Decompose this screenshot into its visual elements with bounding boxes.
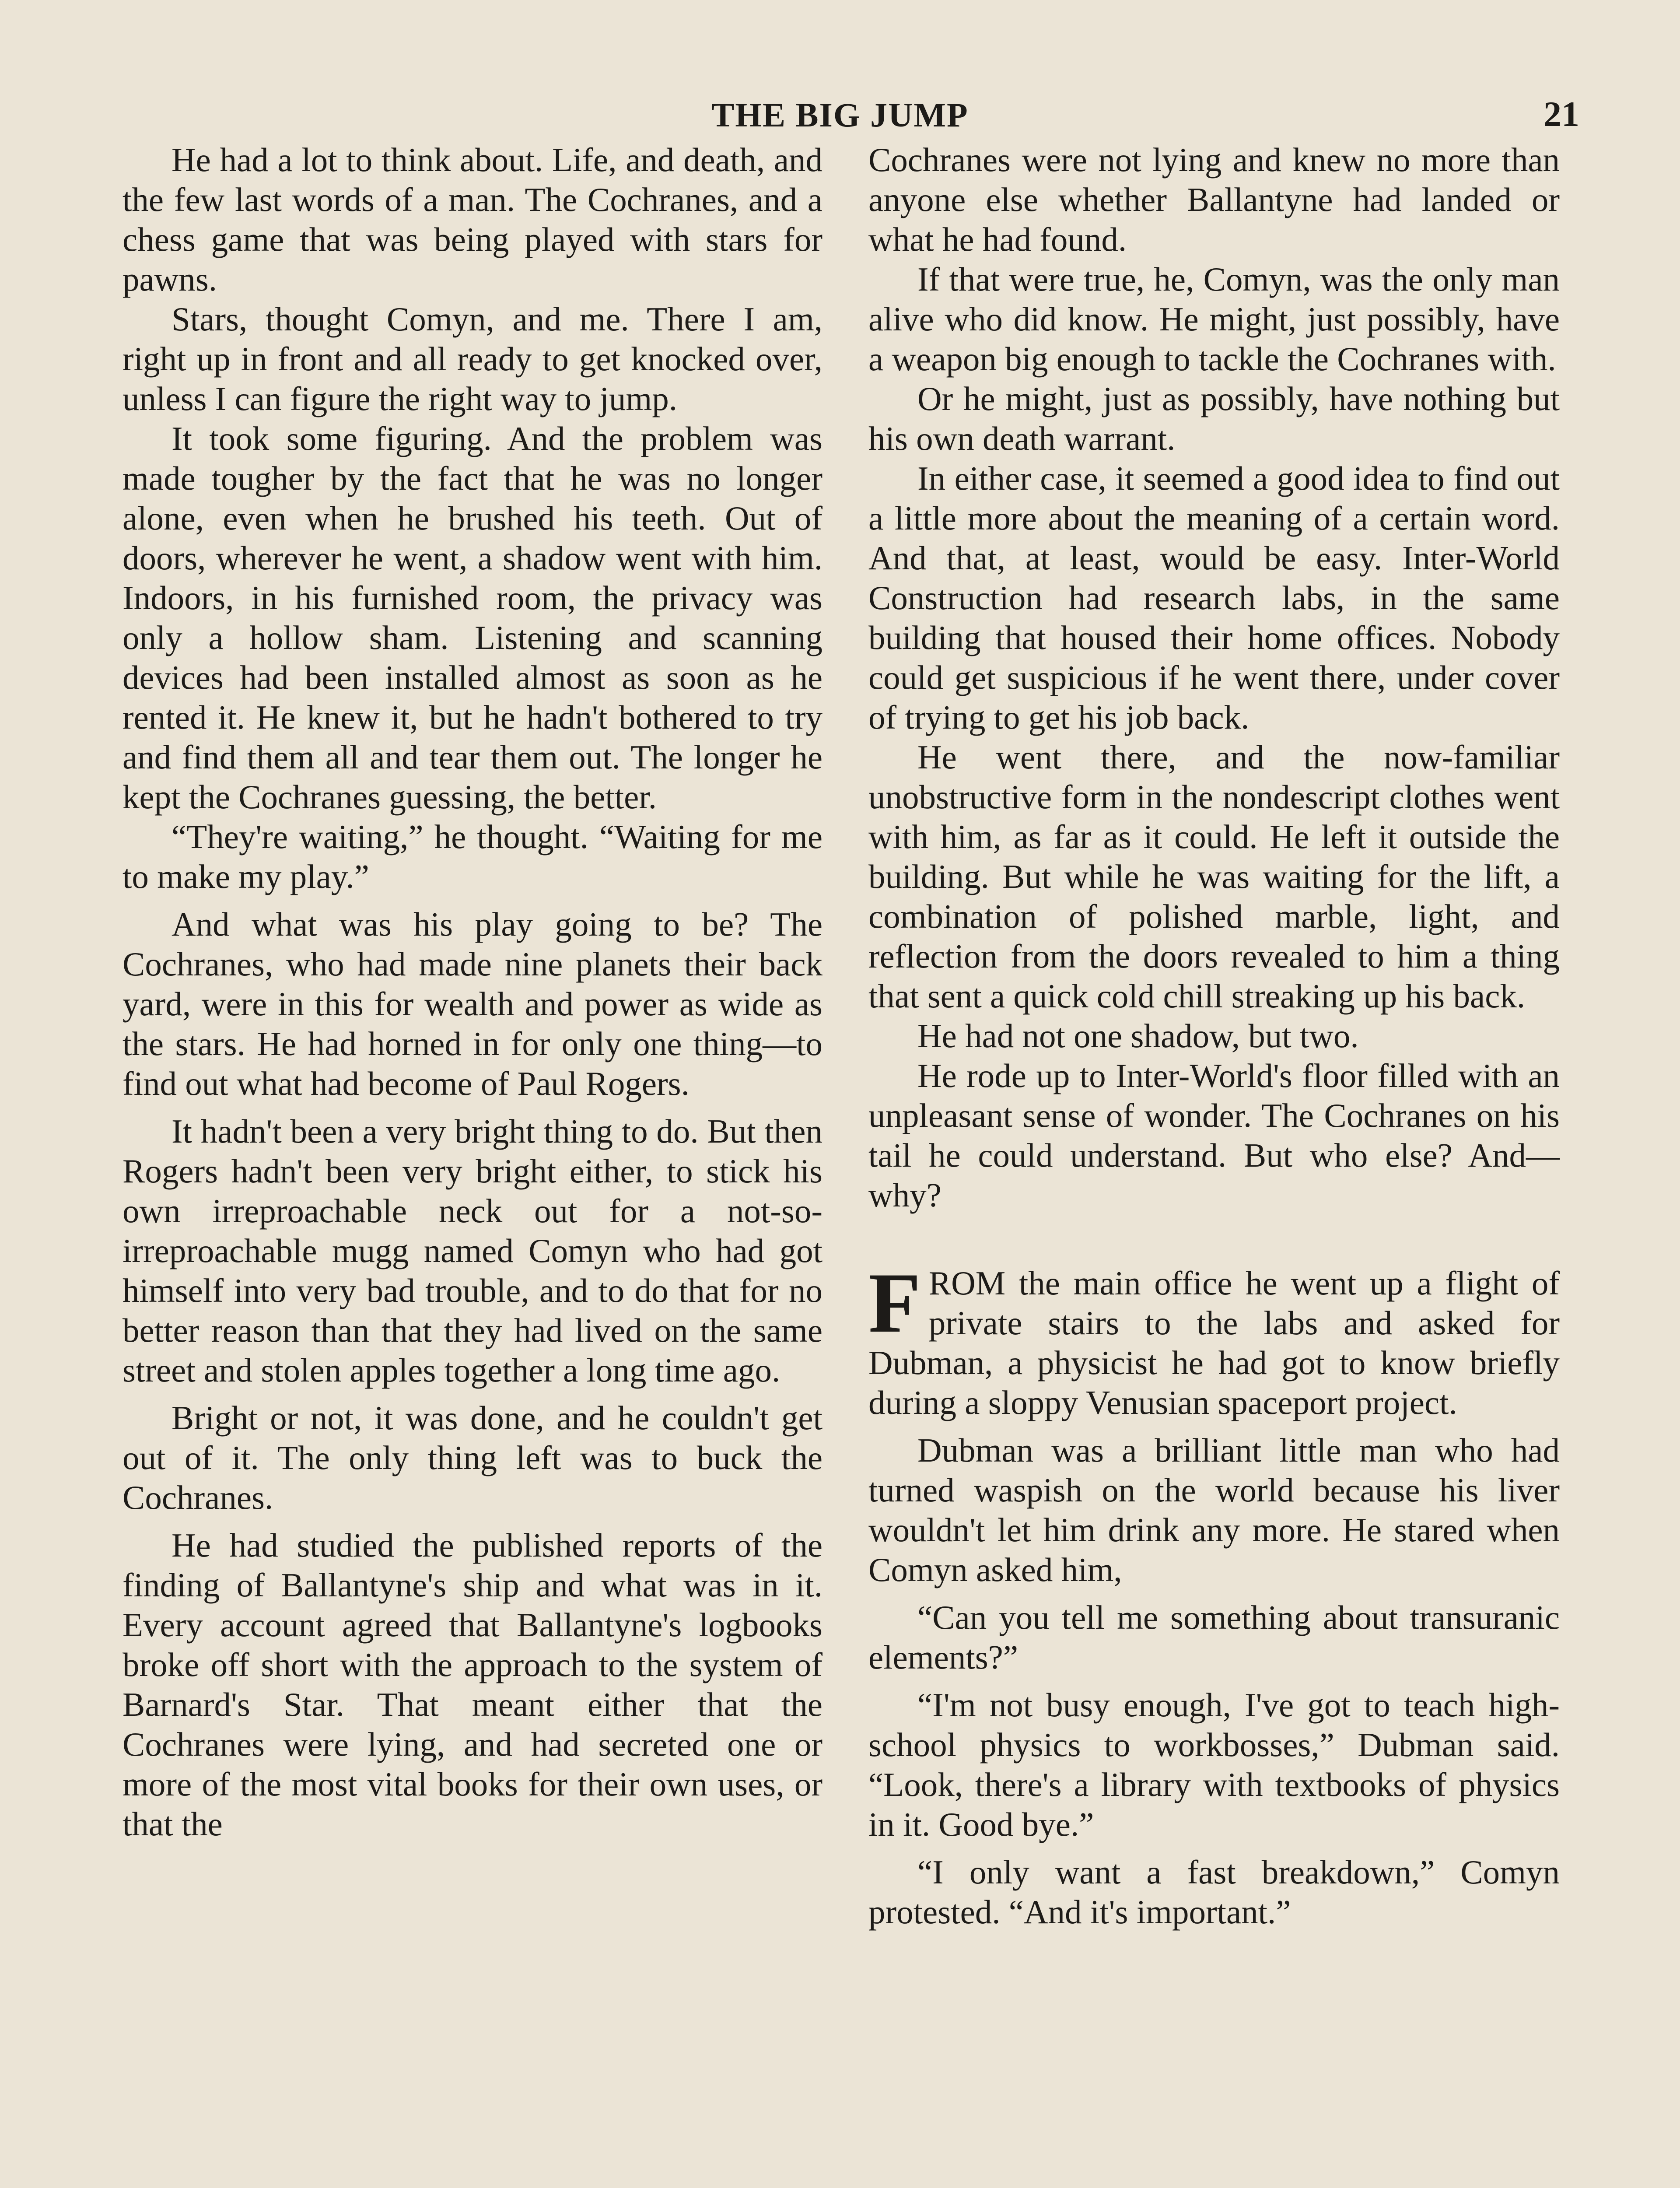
page-number: 21 (1544, 94, 1579, 134)
paragraph: If that were true, he, Comyn, was the only man alive who did know. He might, just possibly, have a weapon big enough to tackle the Cochranes with. (868, 260, 1560, 378)
paragraph: “I'm not busy enough, I've got to teach high-school physics to workbosses,” Dubman said. “Look, there's a library with textbooks of physics in it. Good bye.” (868, 1686, 1560, 1843)
paragraph: “They're waiting,” he thought. “Waiting for me to make my play.” (122, 818, 822, 895)
paragraph: In either case, it seemed a good idea to find out a little more about the meaning of a certain word. And that, at least, would be easy. Inter-World Construction had research labs, in the same building that housed their home offices. Nobody could get suspicious if he went there, under cover of trying to get his job back. (868, 459, 1560, 736)
left-column (122, 140, 822, 1844)
paragraph: He went there, and the now-familiar unobstructive form in the nondescript clothes went with him, as far as it could. He left it outside the building. But while he was waiting for the lift, a combination of polished marble, light, and reflection from the doors revealed to him a thing that sent a quick cold chill streaking up his back. (868, 738, 1560, 1015)
paragraph: Bright or not, it was done, and he couldn't get out of it. The only thing left was to buck the Cochranes. (122, 1399, 822, 1516)
right-column (868, 140, 1560, 1932)
paragraph: He rode up to Inter-World's floor filled with an unpleasant sense of wonder. The Cochranes on his tail he could understand. But who else? And—why? (868, 1057, 1560, 1214)
paragraph: Or he might, just as possibly, have nothing but his own death warrant. (868, 380, 1560, 457)
paragraph: It took some figuring. And the problem was made tougher by the fact that he was no longer alone, even when he brushed his teeth. Out of doors, wherever he went, a shadow went with him. Indoors, in his furnished room, the privacy was only a hollow sham. Listening and scanning devices had been installed almost as soon as he rented it. He knew it, but he hadn't bothered to try and find them all and tear them out. The longer he kept the Cochranes guessing, the better. (122, 420, 822, 816)
paragraph: “Can you tell me something about transuranic elements?” (868, 1599, 1560, 1676)
paragraph: Dubman was a brilliant little man who had turned waspish on the world because his liver wouldn't let him drink any more. He stared when Comyn asked him, (868, 1431, 1560, 1588)
paragraph: He had a lot to think about. Life, and death, and the few last words of a man. The Cochranes, and a chess game that was being played with stars for pawns. (122, 141, 822, 298)
paragraph: He had not one shadow, but two. (917, 1017, 1359, 1055)
section-opening-paragraph (868, 1255, 1560, 1423)
paragraph: Stars, thought Comyn, and me. There I am, right up in front and all ready to get knocked over, unless I can figure the right way to jump. (122, 300, 822, 417)
running-title: THE BIG JUMP (711, 96, 969, 134)
paragraph-text: ROM the main office he went up a flight of private stairs to the labs and asked for Dubman, a physicist he had got to know briefly during a sloppy Venusian spaceport project. (868, 1264, 1560, 1421)
paragraph: It hadn't been a very bright thing to do. But then Rogers hadn't been very bright either, to stick his own irreproachable neck out for a not-so-irreproachable mugg named Comyn who had got himself into very bad trouble, and to do that for no better reason than that they had lived on the same street and stolen apples together a long time ago. (122, 1112, 822, 1389)
paragraph: Cochranes were not lying and knew no more than anyone else whether Ballantyne had landed or what he had found. (868, 141, 1560, 258)
drop-cap: F (868, 1255, 921, 1350)
paragraph: He had studied the published reports of the finding of Ballantyne's ship and what was in it. Every account agreed that Ballantyne's logbooks broke off short with the approach to the system of Barnard's Star. That meant either that the Cochranes were lying, and had secreted one or more of the most vital books for their own uses, or that the (122, 1526, 822, 1843)
paragraph: And what was his play going to be? The Cochranes, who had made nine planets their back yard, were in this for wealth and power as wide as the stars. He had horned in for only one thing—to find out what had become of Paul Rogers. (122, 905, 822, 1102)
paragraph: “I only want a fast breakdown,” Comyn protested. “And it's important.” (868, 1853, 1560, 1931)
